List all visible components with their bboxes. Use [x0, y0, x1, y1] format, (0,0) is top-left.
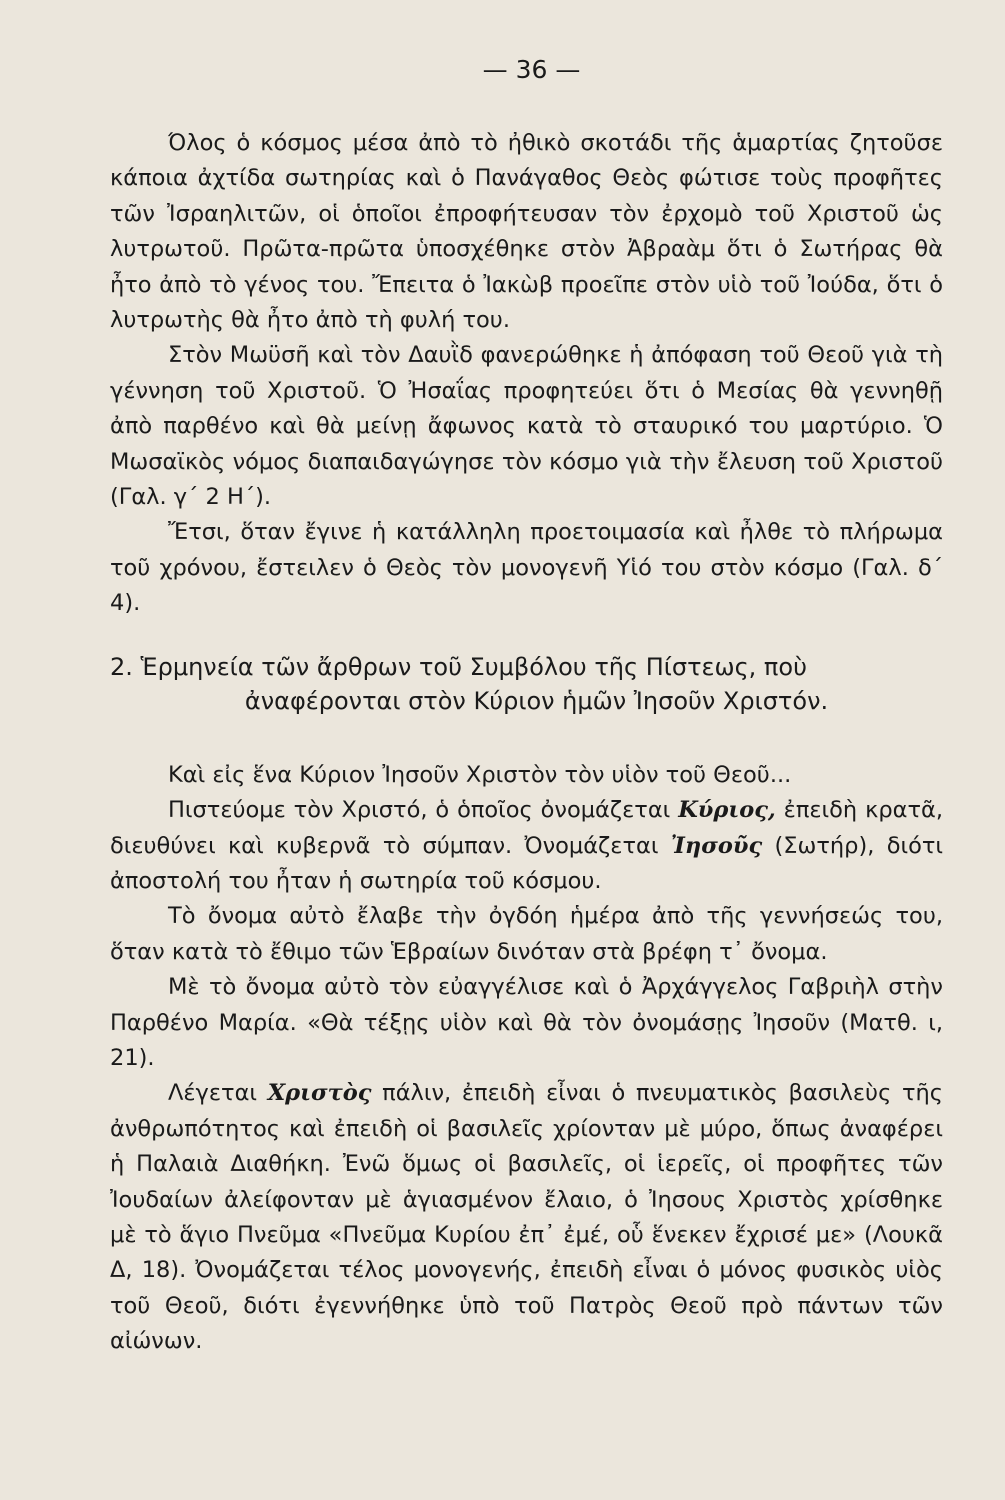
emphasis-christos: Χριστὸς — [267, 1080, 372, 1107]
creed-quote: Καὶ εἰς ἕνα Κύριον Ἰησοῦν Χριστὸν τὸν υἱὸν τοῦ Θεοῦ... — [168, 761, 792, 788]
paragraph — [110, 1076, 943, 1359]
paragraph: Ἔτσι, ὅταν ἔγινε ἡ κατάλληλη προετοιμασία καὶ ἦλθε τὸ πλήρωμα τοῦ χρόνου, ἔστειλεν ὁ Θεὸς τὸν μονογενῆ Υἱό του στὸν κόσμο (Γαλ. δ΄ 4). — [110, 519, 943, 617]
intro-text — [110, 126, 943, 622]
text-run: ἐπειδὴ κρατᾶ, διευθύνει καὶ κυβερνᾶ τὸ σύμπαν. Ὀνομάζεται — [110, 797, 943, 859]
section-body — [110, 758, 943, 1360]
section-heading — [110, 650, 943, 718]
text-run: Πιστεύομε τὸν Χριστό, ὁ ὁποῖος ὀνομάζεται — [168, 797, 679, 824]
text-run: Λέγεται — [168, 1080, 268, 1107]
paragraph: Μὲ τὸ ὄνομα αὐτὸ τὸν εὐαγγέλισε καὶ ὁ Ἀρχάγγελος Γαβριὴλ στὴν Παρθένο Μαρία. «Θὰ τέξῃς υἱὸν καὶ θὰ τὸν ὀνομάσῃς Ἰησοῦν (Ματθ. ι, 21). — [110, 974, 943, 1071]
paragraph — [110, 793, 943, 899]
emphasis-iisous: Ἰησοῦς — [670, 832, 763, 859]
text-run: (Σωτήρ), διότι ἀποστολή του ἦταν ἡ σωτηρία τοῦ κόσμου. — [110, 832, 944, 894]
paragraph: Όλος ὁ κόσμος μέσα ἀπὸ τὸ ἠθικὸ σκοτάδι τῆς ἁμαρτίας ζητοῦσε κάποια ἀχτίδα σωτηρίας καὶ ὁ Πανάγαθος Θεὸς φώτισε τοὺς προφῆτες τῶν Ἰσραηλιτῶν, οἱ ὁποῖοι ἐπροφήτευσαν τὸν ἐρχομὸ τοῦ Χριστοῦ ὡς λυτρωτοῦ. Πρῶτα-πρῶτα ὑποσχέθηκε στὸν Ἀβραὰμ ὅτι ὁ Σωτήρας θὰ ἦτο ἀπὸ τὸ γένος του. Ἔπειτα ὁ Ἰακὼβ προεῖπε στὸν υἱὸ τοῦ Ἰούδα, ὅτι ὁ λυτρωτὴς θὰ ἦτο ἀπὸ τὴ φυλή του. — [110, 130, 943, 334]
page-number: — 36 — — [482, 55, 581, 84]
paragraph: Τὸ ὄνομα αὐτὸ ἔλαβε τὴν ὀγδόη ἡμέρα ἀπὸ τῆς γεννήσεώς του, ὅταν κατὰ τὸ ἔθιμο τῶν Ἑβραίων δινόταν στὰ βρέφη τ᾽ ὄνομα. — [110, 903, 943, 965]
emphasis-kyrios: Κύριος, — [678, 797, 776, 824]
paragraph: Στὸν Μωϋσῆ καὶ τὸν Δαυῒδ φανερώθηκε ἡ ἀπόφαση τοῦ Θεοῦ γιὰ τὴ γέννηση τοῦ Χριστοῦ. Ὁ Ἠσαΐας προφητεύει ὅτι ὁ Μεσίας θὰ γεννηθῇ ἀπὸ παρθένο καὶ θὰ μείνῃ ἄφωνος κατὰ τὸ σταυρικό του μαρτύριο. Ὁ Μωσαϊκὸς νόμος διαπαιδαγώγησε τὸν κόσμο γιὰ τὴν ἔλευση τοῦ Χριστοῦ (Γαλ. γ΄ 2 Η΄). — [110, 342, 943, 511]
section-heading-line: 2. Ἑρμηνεία τῶν ἄρθρων τοῦ Συμβόλου τῆς Πίστεως, ποὺ — [110, 652, 807, 681]
section-heading-line: ἀναφέρονται στὸν Κύριον ἡμῶν Ἰησοῦν Χριστόν. — [244, 686, 829, 715]
text-run: πάλιν, ἐπειδὴ εἶναι ὁ πνευματικὸς βασιλεὺς τῆς ἀνθρωπότητος καὶ ἐπειδὴ οἱ βασιλεῖς χρίονταν μὲ μύρο, ὅπως ἀναφέρει ἡ Παλαιὰ Διαθήκη. Ἐνῶ ὅμως οἱ βασιλεῖς, οἱ ἱερεῖς, οἱ προφῆτες τῶν Ἰουδαίων ἀλείφονταν μὲ ἁγιασμένον ἔλαιο, ὁ Ἰησους Χριστὸς χρίσθηκε μὲ τὸ ἅγιο Πνεῦμα «Πνεῦμα Κυρίου ἐπ᾽ ἐμέ, οὗ ἕνεκεν ἔχρισέ με» (Λουκᾶ Δ, 18). Ὀνομάζεται τέλος μονογενής, ἐπειδὴ εἶναι ὁ μόνος φυσικὸς υἱὸς τοῦ Θεοῦ, διότι ἐγεννήθηκε ὑπὸ τοῦ Πατρὸς Θεοῦ πρὸ πάντων τῶν αἰώνων. — [110, 1080, 943, 1355]
